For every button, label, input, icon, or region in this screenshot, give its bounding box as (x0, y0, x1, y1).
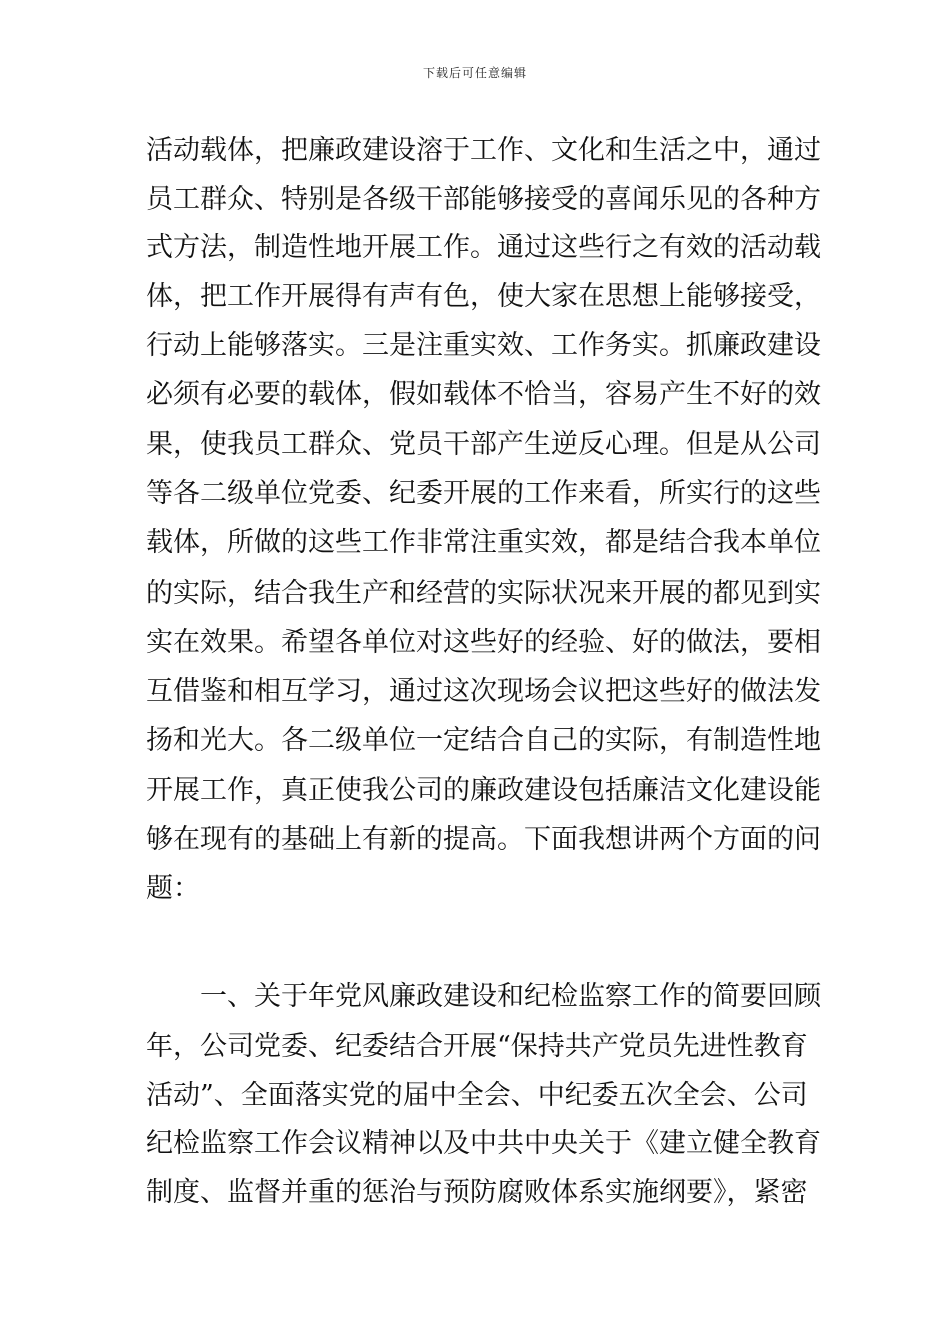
page-header-note: 下载后可任意编辑 (422, 66, 527, 80)
text-line: 的实际，结合我生产和经营的实际状况来开展的都见到实 (146, 578, 821, 609)
text-line: 题： (146, 873, 200, 904)
text-line: 够在现有的基础上有新的提高。下面我想讲两个方面的问 (146, 824, 821, 855)
text-line: 体，把工作开展得有声有色，使大家在思想上能够接受， (146, 281, 821, 312)
text-line: 一、关于年党风廉政建设和纪检监察工作的简要回顾 (200, 981, 821, 1012)
text-line: 活动载体，把廉政建设溶于工作、文化和生活之中，通过 (146, 135, 821, 166)
text-line: 果，使我员工群众、党员干部产生逆反心理。但是从公司 (146, 429, 821, 460)
text-line: 必须有必要的载体，假如载体不恰当，容易产生不好的效 (146, 379, 821, 410)
text-line: 纪检监察工作会议精神以及中共中央关于《建立健全教育 (146, 1128, 821, 1159)
text-line: 式方法，制造性地开展工作。通过这些行之有效的活动载 (146, 232, 821, 263)
text-line: 等各二级单位党委、纪委开展的工作来看，所实行的这些 (146, 478, 821, 509)
text-line: 开展工作，真正使我公司的廉政建设包括廉洁文化建设能 (146, 775, 821, 806)
text-line: 年，公司党委、纪委结合开展“保持共产党员先进性教育 (146, 1031, 808, 1062)
text-line: 互借鉴和相互学习，通过这次现场会议把这些好的做法发 (146, 676, 821, 707)
text-line: 活动”、全面落实党的届中全会、中纪委五次全会、公司 (146, 1080, 808, 1111)
text-line: 扬和光大。各二级单位一定结合自己的实际，有制造性地 (146, 725, 821, 756)
text-line: 制度、监督并重的惩治与预防腐败体系实施纲要》，紧密 (146, 1177, 808, 1208)
text-line: 员工群众、特别是各级干部能够接受的喜闻乐见的各种方 (146, 184, 821, 215)
text-line: 实在效果。希望各单位对这些好的经验、好的做法，要相 (146, 627, 821, 658)
text-line: 行动上能够落实。三是注重实效、工作务实。抓廉政建设 (146, 330, 821, 361)
text-line: 载体，所做的这些工作非常注重实效，都是结合我本单位 (146, 527, 821, 558)
